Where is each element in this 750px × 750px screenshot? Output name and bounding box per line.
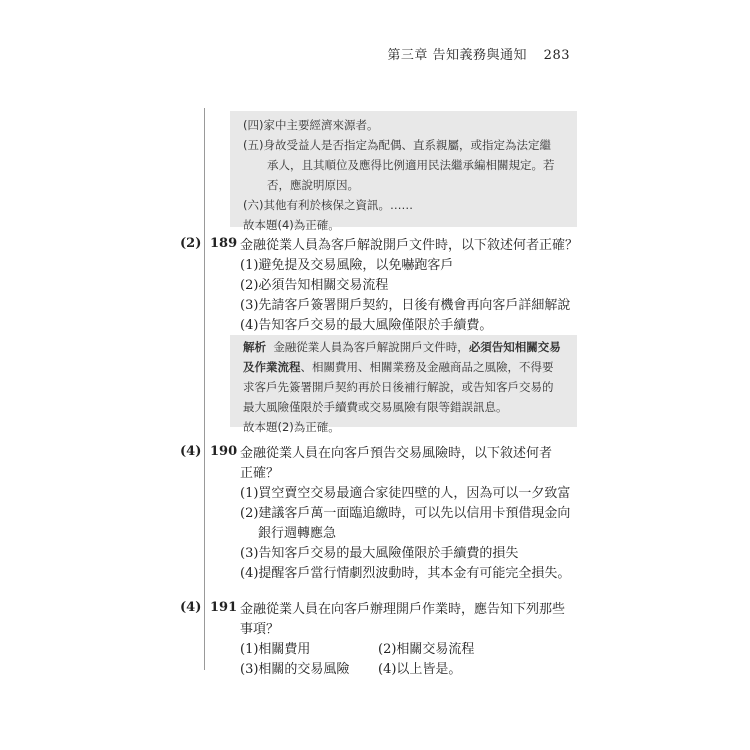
question-number-190: 190 (210, 444, 238, 459)
question-stem-189: 金融從業人員為客戶解說開戶文件時，以下敘述何者正確？ (240, 238, 579, 253)
analysis-line: 故本題(2)為正確。 (243, 420, 340, 434)
box-line: 承人，且其順位及應得比例適用民法繼承編相關規定。若 (267, 158, 555, 172)
option-190-4: (4)提醒客戶當行情劇烈波動時，其本金有可能完全損失。 (240, 566, 571, 581)
page-number: 283 (543, 48, 570, 63)
analysis-line: 求客戶先簽署開戶契約再於日後補行解說，或告知客戶交易的 (243, 380, 554, 394)
box-line: (四)家中主要經濟來源者。 (243, 118, 379, 132)
option-190-2: (2)建議客戶萬一面臨追繳時，可以先以信用卡預借現金向 (240, 506, 571, 521)
option-191-4: (4)以上皆是。 (378, 662, 462, 677)
running-header (387, 44, 570, 63)
option-191-2: (2)相關交易流程 (378, 642, 475, 657)
analysis-label: 解析 (243, 340, 266, 354)
box-line: (五)身故受益人是否指定為配偶、直系親屬，或指定為法定繼 (243, 138, 551, 152)
option-189-2: (2)必須告知相關交易流程 (240, 278, 389, 293)
box-line: 否，應說明原因。 (267, 178, 359, 192)
option-190-1: (1)買空賣空交易最適合家徒四壁的人，因為可以一夕致富 (240, 486, 571, 501)
analysis-box-189 (230, 335, 577, 434)
question-stem-190-cont: 正確？ (240, 466, 280, 481)
option-191-3: (3)相關的交易風險 (240, 662, 350, 677)
option-189-4: (4)告知客戶交易的最大風險僅限於手續費。 (240, 318, 493, 333)
question-number-191: 191 (210, 600, 238, 615)
question-stem-191: 金融從業人員在向客戶辦理開戶作業時，應告知下列那些 (240, 602, 566, 617)
question-stem-191-cont: 事項？ (240, 622, 280, 637)
answer-189: (2) (180, 236, 202, 251)
question-stem-190: 金融從業人員在向客戶預告交易風險時，以下敘述何者 (240, 446, 553, 461)
option-190-3: (3)告知客戶交易的最大風險僅限於手續費的損失 (240, 546, 519, 561)
option-189-3: (3)先請客戶簽署開戶契約，日後有機會再向客戶詳細解說 (240, 298, 571, 313)
box-line: (六)其他有利於核保之資訊。…… (243, 198, 413, 212)
answer-191: (4) (180, 600, 202, 615)
explanation-box-188 (230, 111, 577, 232)
analysis-line: 及作業流程、相關費用、相關業務及金融商品之風險，不得要 (243, 360, 554, 374)
option-190-2-cont: 銀行週轉應急 (258, 526, 337, 541)
answer-190: (4) (180, 444, 202, 459)
analysis-line: 解析 金融從業人員為客戶解說開戶文件時，必須告知相關交易 (243, 340, 561, 354)
box-line: 故本題(4)為正確。 (243, 218, 340, 232)
option-191-1: (1)相關費用 (240, 642, 311, 657)
analysis-line: 最大風險僅限於手續費或交易風險有限等錯誤訊息。 (243, 400, 508, 414)
question-number-189: 189 (210, 236, 238, 251)
option-189-1: (1)避免提及交易風險，以免嚇跑客戶 (240, 258, 454, 273)
chapter-title: 第三章 告知義務與通知 (387, 48, 528, 63)
vertical-rule (204, 108, 205, 670)
